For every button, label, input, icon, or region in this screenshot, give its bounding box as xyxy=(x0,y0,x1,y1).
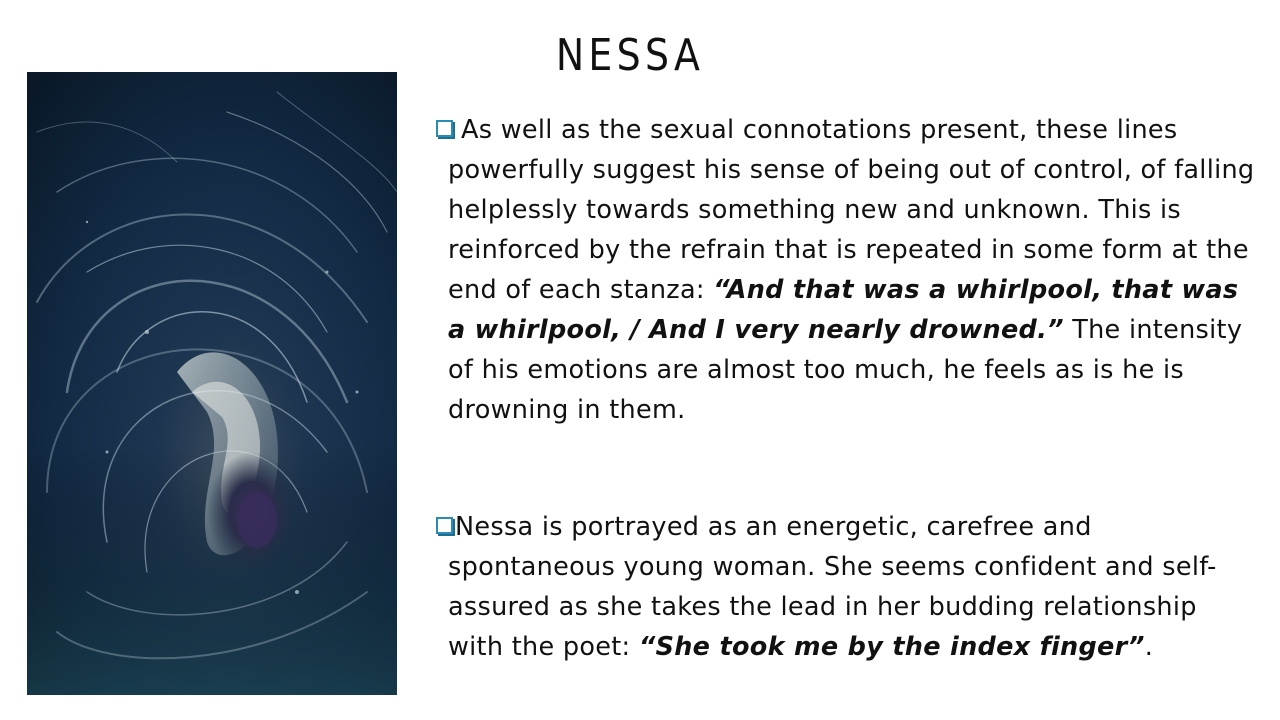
bullet-text: As well as the sexual connotations present, these lines powerfully suggest his sense of being out of control, of falling helplessly towards something new and unknown. This is reinforced by the refrain that is repeated in some form at the end of each stanza: xyxy=(448,115,1255,305)
whirlpool-image xyxy=(27,72,397,695)
slide-title: NESSA xyxy=(555,30,705,81)
bullet-nessa-portrayal xyxy=(448,507,1258,667)
quote-text: “And that was a whirlpool, that was a whirlpool, / And I very nearly drowned.” xyxy=(448,275,1239,345)
bullet-whirlpool-analysis xyxy=(448,110,1258,430)
bullet-paragraph xyxy=(448,110,1258,430)
square-bullet-icon xyxy=(436,120,453,137)
quote-text: “She took me by the index finger” xyxy=(638,632,1145,662)
square-bullet-icon xyxy=(436,517,453,534)
bullet-text: Nessa is portrayed as an energetic, carefree and spontaneous young woman. She seems confident and self-assured as she takes the lead in her budding relationship with the poet: xyxy=(448,512,1217,662)
bullet-paragraph xyxy=(448,507,1258,667)
bullet-text-after: . xyxy=(1144,632,1154,662)
bullet-text-after: The intensity of his emotions are almost too much, he feels as is he is drowning in them. xyxy=(448,315,1243,425)
